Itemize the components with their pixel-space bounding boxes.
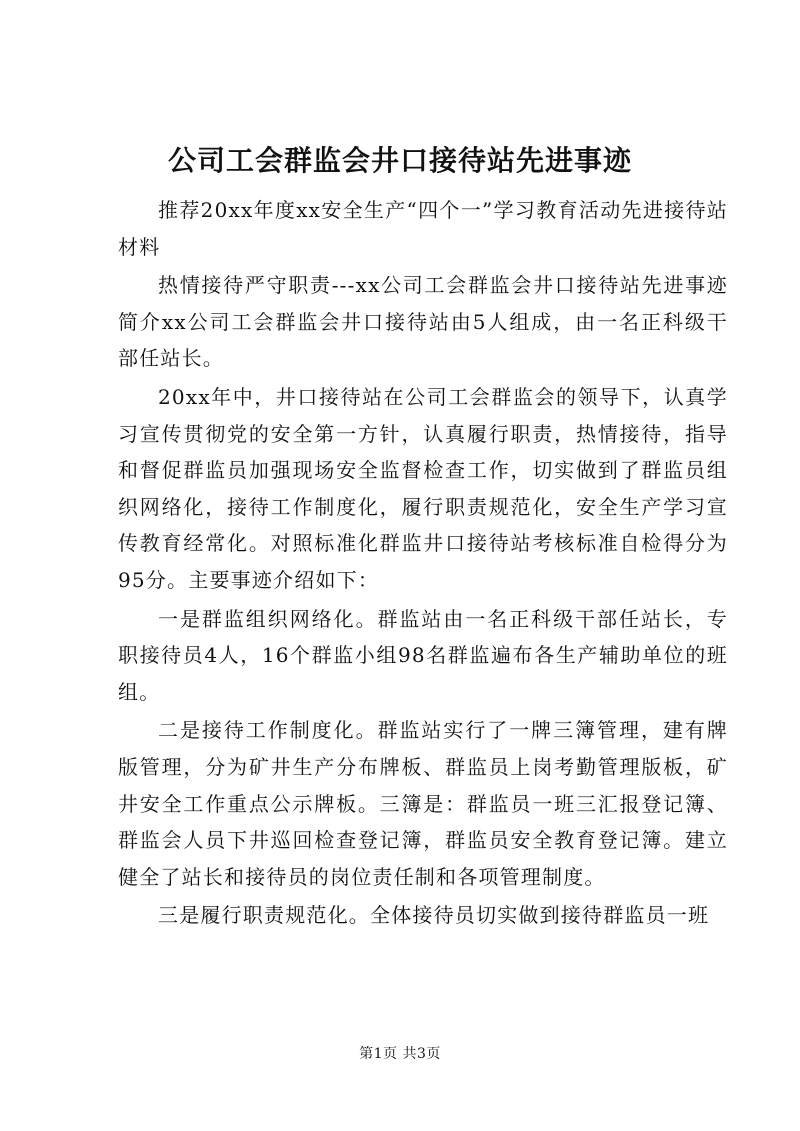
paragraph-duty-standardization: 三是履行职责规范化。全体接待员切实做到接待群监员一班 [158,903,710,928]
paragraph-recommendation: 推荐20xx年度xx安全生产“四个一”学习教育活动先进接待站材料 [118,198,728,259]
paragraph-overview: 20xx年中，井口接待站在公司工会群监会的领导下，认真学习宣传贯彻党的安全第一方针，认真履行职责，热情接待，指导和督促群监员加强现场安全监督检查工作，切实做到了群监员组织网络化，接待工作制度化，履行职责规范化，安全生产学习宣传教育经常化。对照标准化群监井口接待站考核标准自检得分为95分。主要事迹介绍如下： [118,384,728,592]
document-body [118,192,728,936]
paragraph-summary: 热情接待严守职责---xx公司工会群监会井口接待站先进事迹简介xx公司工会群监会井口接待站由5人组成，由一名正科级干部任站长。 [118,273,728,371]
paragraph-organization: 一是群监组织网络化。群监站由一名正科级干部任站长，专职接待员4人，16个群监小组98名群监遍布各生产辅助单位的班组。 [118,606,728,704]
document-title: 公司工会群监会井口接待站先进事迹 [167,144,632,177]
page-number-footer: 第1页 共3页 [359,1046,441,1062]
paragraph-reception-system: 二是接待工作制度化。群监站实行了一牌三簿管理，建有牌版管理，分为矿井生产分布牌板、群监员上岗考勤管理版板，矿井安全工作重点公示牌板。三簿是：群监员一班三汇报登记簿、群监会人员下井巡回检查登记簿，群监员安全教育登记簿。建立健全了站长和接待员的岗位责任制和各项管理制度。 [118,718,728,889]
